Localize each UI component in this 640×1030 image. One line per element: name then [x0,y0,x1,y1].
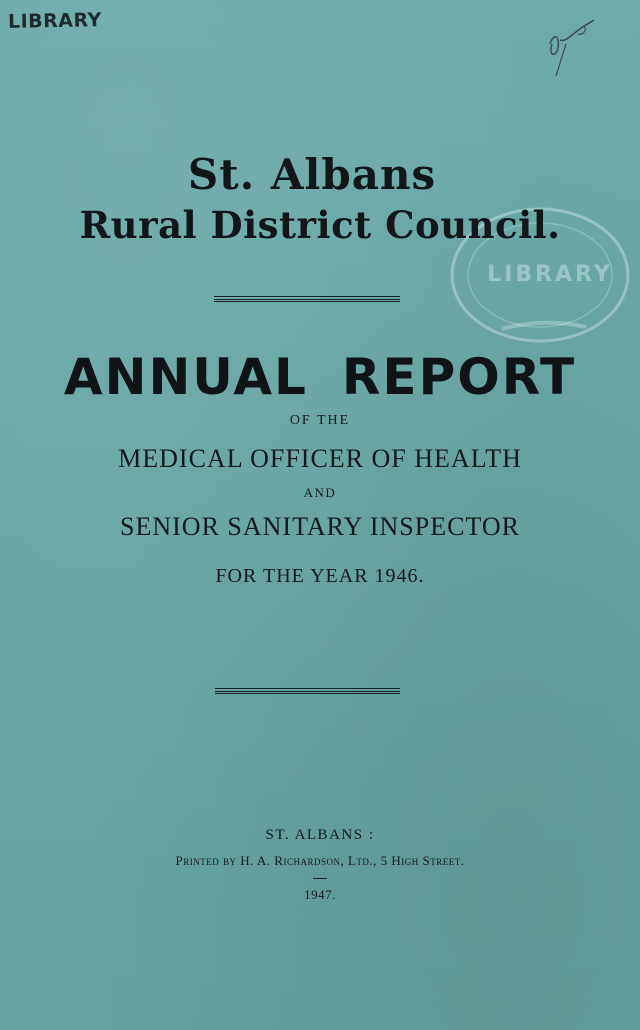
decorative-rule [215,688,400,692]
library-stamp: LIBRARY [7,9,103,33]
imprint-date: 1947. [304,887,336,902]
title-word-annual: ANNUAL [63,348,308,406]
imprint-place: ST. ALBANS : [265,827,375,843]
council-name-line1: St. Albans [187,150,437,199]
subtitle-inspector: SENIOR SANITARY INSPECTOR [120,512,520,541]
subtitle-and: AND [303,485,337,500]
council-name-line2: Rural District Council. [79,203,561,247]
report-title [0,348,640,406]
subtitle-medical-officer: MEDICAL OFFICER OF HEALTH [118,444,522,473]
imprint-printer: Printed by H. A. Richardson, Ltd., 5 High Street. [175,853,465,868]
report-year: FOR THE YEAR 1946. [215,565,425,587]
subtitle-of-the: OF THE [289,413,351,428]
handwritten-mark-icon [536,14,606,84]
decorative-rule [214,296,400,300]
imprint-divider [313,878,327,879]
seal-text: LIBRARY [487,262,613,287]
title-word-report: REPORT [341,348,577,406]
